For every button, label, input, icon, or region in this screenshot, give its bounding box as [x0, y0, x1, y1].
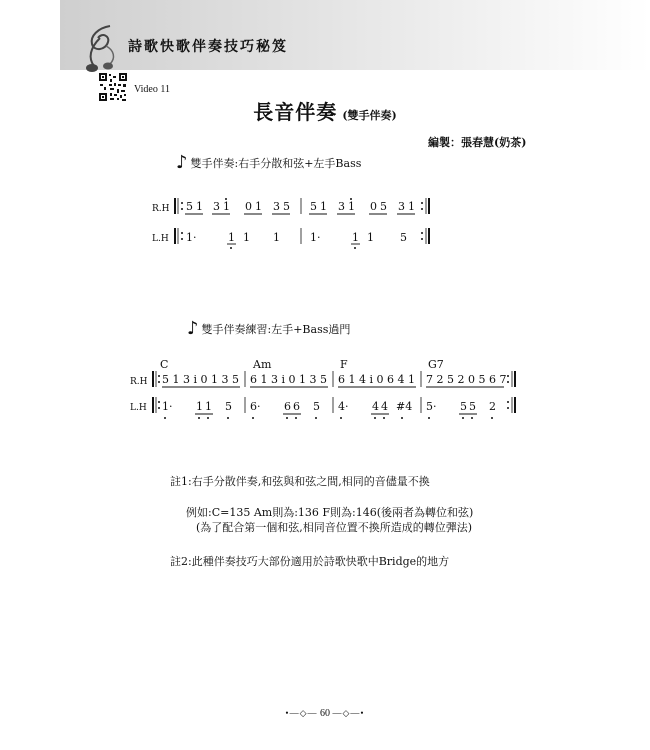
note-1: 註1:右手分散伴奏,和弦與和弦之間,相同的音儘量不換 — [170, 475, 430, 488]
repeat-start-barline — [175, 228, 183, 244]
note: 1· — [162, 400, 173, 413]
chord-symbol: F — [340, 358, 348, 371]
note: 1 — [408, 200, 415, 213]
note-2: 註2:此種伴奏技巧大部份適用於詩歌快歌中Bridge的地方 — [170, 555, 450, 568]
note: 1 — [228, 231, 235, 244]
note: 6 — [284, 400, 291, 413]
measure-notes: 6 1 4 i 0 6 4 1 — [338, 373, 415, 386]
ornament-left-icon: •—◇— — [285, 708, 318, 718]
note: 1 — [196, 400, 203, 413]
staff1-lh-label: L.H — [152, 234, 169, 244]
note: 1 — [223, 200, 230, 213]
note: 1 — [348, 200, 355, 213]
author-credit: 編製：張春慧(奶茶) — [428, 136, 527, 149]
note: 1 — [273, 231, 280, 244]
staff2-rh-notes — [162, 373, 506, 386]
staff2-lh-label: L.H — [130, 403, 147, 413]
repeat-end-barline — [507, 397, 515, 413]
note: 1 — [196, 200, 203, 213]
note: 5 — [380, 200, 387, 213]
note: 3 — [273, 200, 280, 213]
repeat-start-barline — [175, 198, 183, 214]
note: 4 — [381, 400, 388, 413]
repeat-end-barline — [421, 228, 429, 244]
note: 1· — [310, 231, 321, 244]
note: 4· — [338, 400, 349, 413]
ornament-right-icon: —◇—• — [332, 708, 365, 718]
measure-notes: 5 1 3 i 0 1 3 5 — [162, 373, 239, 386]
note: 1 — [205, 400, 212, 413]
note: 5 — [310, 200, 317, 213]
staff1-lh-notes — [186, 231, 407, 249]
note: 4 — [372, 400, 379, 413]
note: 1 — [255, 200, 262, 213]
note: 3 — [213, 200, 220, 213]
eighth-note-icon: ♪ — [176, 152, 188, 173]
staff2-lh-notes — [162, 400, 496, 419]
note: 1 — [320, 200, 327, 213]
video-label: Video 11 — [134, 84, 170, 95]
page-number: 60 — [320, 708, 330, 719]
measure-notes: 6 1 3 i 0 1 3 5 — [250, 373, 327, 386]
note: 5· — [426, 400, 437, 413]
note: 1 — [243, 231, 250, 244]
note: 5 — [283, 200, 290, 213]
book-title: 詩歌快歌伴奏技巧秘笈 — [128, 39, 288, 55]
note: 5 — [469, 400, 476, 413]
note: 3 — [398, 200, 405, 213]
chord-symbols — [160, 358, 444, 371]
note: 6 — [293, 400, 300, 413]
sub-title: (雙手伴奏) — [342, 109, 397, 122]
chord-symbol: Am — [253, 358, 272, 371]
staff1-rh-notes — [186, 200, 415, 213]
note: 1· — [186, 231, 197, 244]
note: 5 — [186, 200, 193, 213]
note: 2 — [489, 400, 496, 413]
note: 5 — [460, 400, 467, 413]
note: 0 — [370, 200, 377, 213]
page-footer — [0, 708, 650, 719]
note: 6· — [250, 400, 261, 413]
note: 1 — [352, 231, 359, 244]
repeat-end-barline — [421, 198, 429, 214]
section-label: 雙手伴奏練習:左手+Bass過門 — [201, 323, 351, 336]
repeat-start-barline — [153, 397, 160, 413]
repeat-end-barline — [507, 371, 515, 387]
chord-symbol: C — [160, 358, 169, 371]
staff2-rh-label: R.H — [130, 377, 148, 387]
chord-symbol: G7 — [428, 358, 444, 371]
note: 5 — [313, 400, 320, 413]
section-label: 雙手伴奏:右手分散和弦+左手Bass — [190, 157, 362, 170]
note: #4 — [396, 400, 413, 413]
note: 5 — [400, 231, 407, 244]
note: 1 — [367, 231, 374, 244]
note: 5 — [225, 400, 232, 413]
main-title: 長音伴奏 — [253, 100, 338, 124]
repeat-start-barline — [153, 371, 160, 387]
example-paren-text: (為了配合第一個和弦,相同音位置不換所造成的轉位彈法) — [196, 521, 473, 534]
note: 0 — [245, 200, 252, 213]
eighth-note-icon: ♪ — [187, 318, 199, 339]
example-text: 例如:C=135 Am則為:136 F則為:146(後兩者為轉位和弦) — [186, 506, 474, 519]
staff1-rh-label: R.H — [152, 204, 170, 214]
measure-notes: 7 2 5 2 0 5 6 7 — [426, 373, 507, 386]
note: 3 — [338, 200, 345, 213]
